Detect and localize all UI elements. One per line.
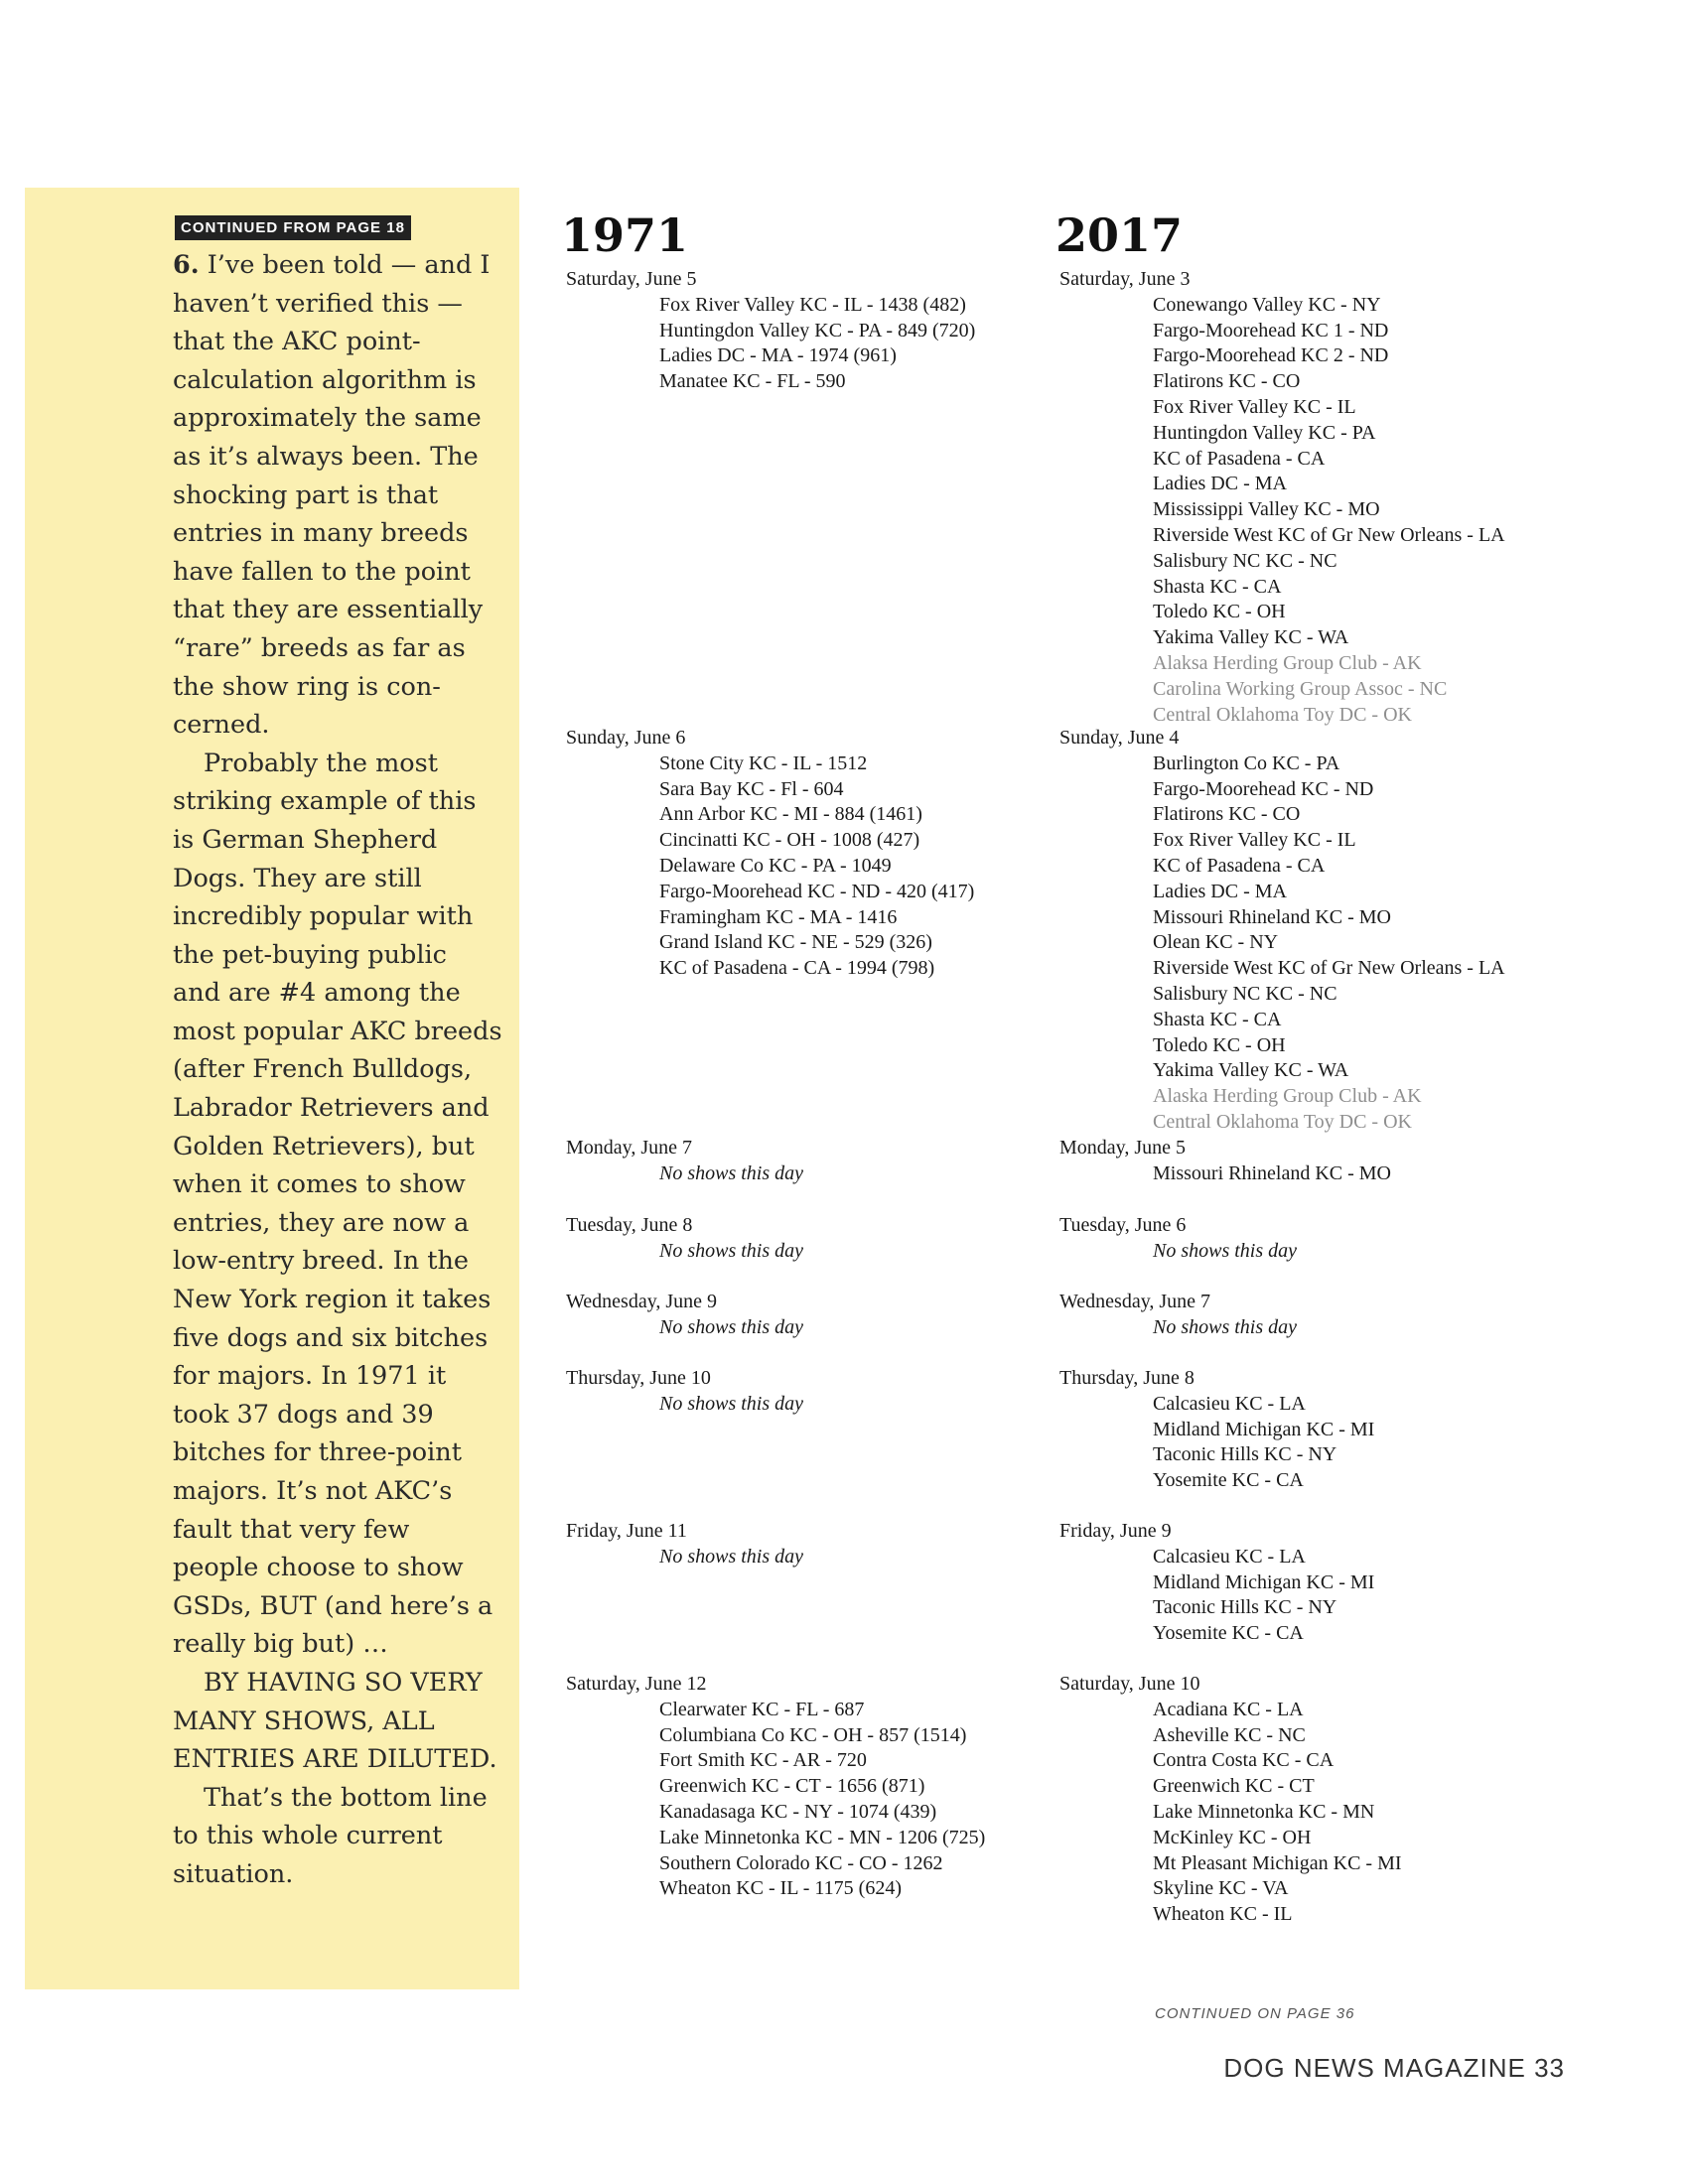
show-entry: Cincinatti KC - OH - 1008 (427) [659, 829, 920, 852]
show-entry: Burlington Co KC - PA [1153, 751, 1340, 774]
show-entry: Ladies DC - MA [1153, 880, 1287, 902]
show-entry: KC of Pasadena - CA [1153, 854, 1326, 877]
day-label: Wednesday, June 7 [1059, 1291, 1211, 1312]
show-entry: Midland Michigan KC - MI [1153, 1418, 1375, 1440]
day-label: Tuesday, June 6 [1059, 1214, 1187, 1236]
show-entry: Lake Minnetonka KC - MN - 1206 (725) [659, 1826, 986, 1848]
show-entry: Yosemite KC - CA [1153, 1469, 1304, 1492]
year-heading-1971: 1971 [561, 208, 689, 262]
day-block [1059, 1213, 1297, 1265]
show-entry: Fargo-Moorehead KC 2 - ND [1153, 344, 1389, 367]
group-show-entry: Carolina Working Group Assoc - NC [1153, 677, 1448, 700]
show-entry: Fargo-Moorehead KC - ND [1153, 777, 1374, 800]
show-entry: Toledo KC - OH [1153, 1033, 1286, 1056]
day-block [1059, 1290, 1297, 1341]
show-entry: Missouri Rhineland KC - MO [1153, 905, 1391, 928]
show-entry: McKinley KC - OH [1153, 1826, 1312, 1848]
day-label: Saturday, June 5 [566, 268, 697, 290]
day-block [1059, 1519, 1374, 1647]
show-entry: Riverside West KC of Gr New Orleans - LA [1153, 957, 1505, 980]
day-block [1059, 267, 1505, 728]
group-show-entry: Alaksa Herding Group Club - AK [1153, 651, 1422, 674]
paragraph-text: I’ve been told — and I haven’t verified this — that the AKC point-calculation algorithm is approximately the same as it’s always been. The shocking part is that entries in many breeds have fallen to the point that they are essentially “rare” breeds as far as the show ring is con-cerned. [173, 250, 491, 741]
show-entry: Yosemite KC - CA [1153, 1622, 1304, 1645]
show-entry: Ann Arbor KC - MI - 884 (1461) [659, 803, 922, 826]
day-block [566, 1366, 803, 1418]
show-entry: Huntingdon Valley KC - PA [1153, 421, 1376, 444]
no-shows-note: No shows this day [1153, 1315, 1298, 1338]
show-entry: Lake Minnetonka KC - MN [1153, 1800, 1375, 1823]
day-block [566, 1290, 803, 1341]
show-entry: Taconic Hills KC - NY [1153, 1596, 1337, 1619]
show-entry: Contra Costa KC - CA [1153, 1749, 1335, 1772]
show-entry: Fox River Valley KC - IL [1153, 395, 1356, 418]
day-label: Monday, June 7 [566, 1137, 693, 1159]
show-entry: Toledo KC - OH [1153, 601, 1286, 623]
show-entry: Framingham KC - MA - 1416 [659, 905, 898, 928]
show-entry: Stone City KC - IL - 1512 [659, 751, 868, 774]
show-entry: Ladies DC - MA [1153, 473, 1287, 495]
year-heading-2017: 2017 [1055, 208, 1184, 262]
show-entry: Flatirons KC - CO [1153, 370, 1301, 393]
show-entry: Wheaton KC - IL - 1175 (624) [659, 1877, 903, 1900]
show-entry: Skyline KC - VA [1153, 1877, 1289, 1900]
day-label: Sunday, June 6 [566, 727, 686, 749]
show-entry: Acadiana KC - LA [1153, 1698, 1304, 1720]
no-shows-note: No shows this day [659, 1545, 804, 1568]
no-shows-note: No shows this day [659, 1315, 804, 1338]
show-entry: Mississippi Valley KC - MO [1153, 498, 1380, 521]
show-entry: Fargo-Moorehead KC - ND - 420 (417) [659, 880, 975, 902]
day-label: Wednesday, June 9 [566, 1291, 718, 1312]
day-label: Thursday, June 8 [1059, 1367, 1195, 1389]
group-show-entry: Central Oklahoma Toy DC - OK [1153, 703, 1412, 726]
sidebar-paragraph [173, 246, 502, 745]
show-entry: Conewango Valley KC - NY [1153, 293, 1381, 316]
show-entry: Clearwater KC - FL - 687 [659, 1698, 865, 1720]
group-show-entry: Central Oklahoma Toy DC - OK [1153, 1110, 1412, 1133]
no-shows-note: No shows this day [1153, 1239, 1298, 1262]
show-entry: Calcasieu KC - LA [1153, 1545, 1306, 1568]
page-footer: DOG NEWS MAGAZINE 33 [1223, 2053, 1565, 2083]
continued-on-label: CONTINUED ON PAGE 36 [1155, 2005, 1355, 2022]
show-entry: Sara Bay KC - Fl - 604 [659, 777, 844, 800]
day-block [1059, 1136, 1391, 1187]
show-entry: Shasta KC - CA [1153, 575, 1282, 598]
day-label: Monday, June 5 [1059, 1137, 1187, 1159]
show-entry: Shasta KC - CA [1153, 1008, 1282, 1030]
show-entry: Asheville KC - NC [1153, 1723, 1306, 1746]
day-block [566, 1672, 985, 1902]
show-entry: Columbiana Co KC - OH - 857 (1514) [659, 1723, 967, 1746]
show-entry: Fargo-Moorehead KC 1 - ND [1153, 319, 1389, 341]
day-block [566, 1519, 803, 1570]
no-shows-note: No shows this day [659, 1239, 804, 1262]
point-number: 6. [173, 250, 200, 280]
sidebar-paragraph: That’s the bottom line to this whole current situation. [173, 1782, 488, 1889]
show-entry: Kanadasaga KC - NY - 1074 (439) [659, 1800, 937, 1823]
show-entry: Yakima Valley KC - WA [1153, 1059, 1349, 1082]
show-entry: Mt Pleasant Michigan KC - MI [1153, 1851, 1402, 1874]
show-entry: Salisbury NC KC - NC [1153, 549, 1337, 572]
show-entry: Delaware Co KC - PA - 1049 [659, 854, 892, 877]
day-label: Friday, June 9 [1059, 1520, 1172, 1542]
show-entry: Greenwich KC - CT - 1656 (871) [659, 1775, 925, 1798]
day-label: Tuesday, June 8 [566, 1214, 693, 1236]
show-entry: Manatee KC - FL - 590 [659, 370, 846, 393]
day-block [1059, 1366, 1374, 1494]
show-entry: Olean KC - NY [1153, 931, 1279, 954]
group-show-entry: Alaska Herding Group Club - AK [1153, 1085, 1422, 1108]
show-entry: KC of Pasadena - CA - 1994 (798) [659, 957, 935, 980]
show-entry: Yakima Valley KC - WA [1153, 626, 1349, 649]
show-entry: Fort Smith KC - AR - 720 [659, 1749, 867, 1772]
day-block [1059, 1672, 1402, 1928]
show-entry: Ladies DC - MA - 1974 (961) [659, 344, 897, 367]
day-block [566, 726, 974, 982]
show-entry: Huntingdon Valley KC - PA - 849 (720) [659, 319, 976, 341]
sidebar-paragraph: Probably the most striking example of this is German Shepherd Dogs. They are still incredibly popular with the pet-buying public and are #4 among the most popular AKC breeds (after French Bulldogs, Labrador Retrievers and Golden Retrievers), but when it comes to show entries, they are now a low-entry breed. In the New York region it takes five dogs and six bitches for majors. In 1971 it took 37 dogs and 39 bitches for three-point majors. It’s not AKC’s fault that very few people choose to show GSDs, BUT (and here’s a really big but) … [173, 748, 502, 1660]
show-entry: Taconic Hills KC - NY [1153, 1443, 1337, 1466]
show-entry: Salisbury NC KC - NC [1153, 982, 1337, 1005]
day-label: Thursday, June 10 [566, 1367, 711, 1389]
no-shows-note: No shows this day [659, 1161, 804, 1184]
show-entry: Flatirons KC - CO [1153, 803, 1301, 826]
show-entry: Riverside West KC of Gr New Orleans - LA [1153, 523, 1505, 546]
show-entry: KC of Pasadena - CA [1153, 447, 1326, 470]
day-block [566, 1213, 803, 1265]
show-entry: Missouri Rhineland KC - MO [1153, 1161, 1391, 1184]
continued-from-label: CONTINUED FROM PAGE 18 [175, 215, 411, 240]
show-entry: Greenwich KC - CT [1153, 1775, 1315, 1798]
day-label: Saturday, June 10 [1059, 1673, 1200, 1695]
day-label: Friday, June 11 [566, 1520, 687, 1542]
show-entry: Fox River Valley KC - IL [1153, 829, 1356, 852]
day-block [566, 267, 975, 395]
show-entry: Calcasieu KC - LA [1153, 1392, 1306, 1415]
sidebar-article [173, 246, 502, 1894]
day-block [1059, 726, 1505, 1136]
show-entry: Southern Colorado KC - CO - 1262 [659, 1851, 943, 1874]
day-block [566, 1136, 803, 1187]
show-entry: Midland Michigan KC - MI [1153, 1570, 1375, 1593]
show-entry: Fox River Valley KC - IL - 1438 (482) [659, 293, 966, 316]
show-entry: Grand Island KC - NE - 529 (326) [659, 931, 932, 954]
sidebar-paragraph: BY HAVING SO VERY MANY SHOWS, ALL ENTRIES ARE DILUTED. [173, 1667, 497, 1775]
day-label: Saturday, June 3 [1059, 268, 1191, 290]
no-shows-note: No shows this day [659, 1392, 804, 1415]
day-label: Saturday, June 12 [566, 1673, 707, 1695]
show-entry: Wheaton KC - IL [1153, 1903, 1293, 1926]
day-label: Sunday, June 4 [1059, 727, 1180, 749]
